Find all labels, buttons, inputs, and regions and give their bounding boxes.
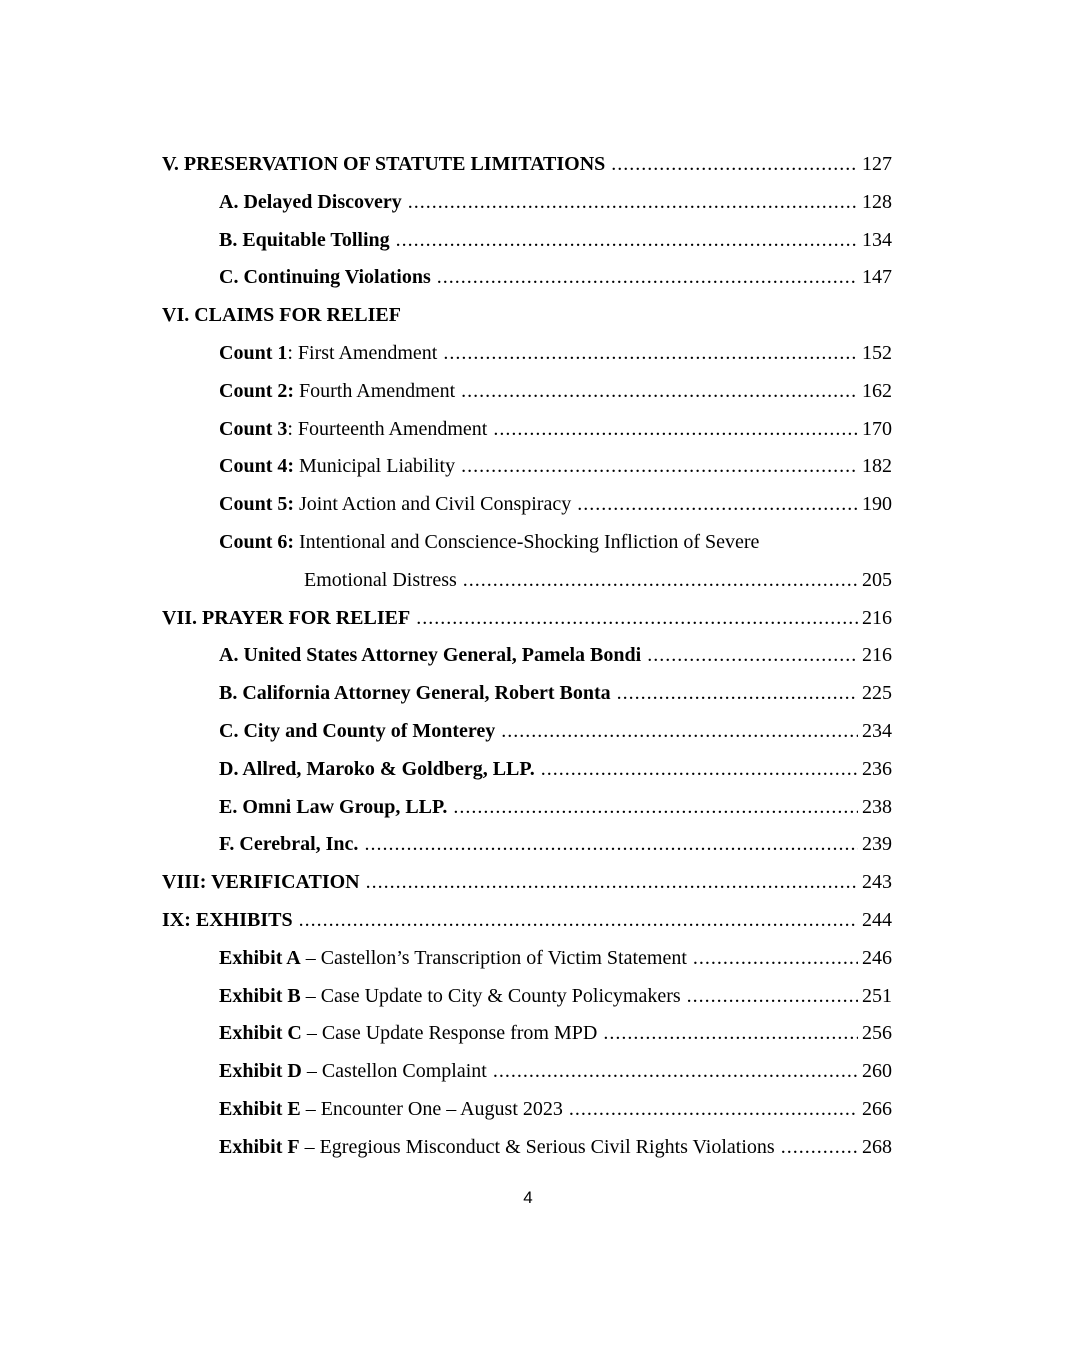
toc-entry-page: 128 — [862, 190, 892, 213]
toc-entry[interactable] — [162, 411, 892, 449]
toc-entry[interactable] — [162, 524, 892, 562]
toc-entry-text: – Egregious Misconduct & Serious Civil Rights Violations — [299, 1135, 775, 1158]
toc-entry-page: 266 — [862, 1097, 892, 1120]
toc-entry-page: 216 — [862, 644, 892, 667]
dot-leader — [366, 864, 858, 902]
toc-entry-page: 260 — [862, 1060, 892, 1083]
dot-leader — [461, 448, 858, 486]
toc-entry-page: 238 — [862, 795, 892, 818]
toc-entry-label: C. City and County of Monterey — [219, 719, 496, 742]
toc-entry-page: 205 — [862, 568, 892, 591]
toc-entry-label: Exhibit B — [219, 984, 301, 1007]
toc-entry-page: 256 — [862, 1022, 892, 1045]
dot-leader — [617, 675, 858, 713]
toc-entry-page: 162 — [862, 379, 892, 402]
dot-leader — [781, 1129, 858, 1167]
toc-entry-label: Exhibit E — [219, 1097, 301, 1120]
toc-entry-text: – Case Update Response from MPD — [301, 1022, 598, 1045]
dot-leader — [364, 826, 858, 864]
toc-entry[interactable] — [162, 448, 892, 486]
toc-entry-page: 127 — [862, 153, 892, 175]
toc-entry[interactable] — [162, 222, 892, 260]
toc-entry[interactable] — [162, 826, 892, 864]
toc-entry[interactable] — [162, 1015, 892, 1053]
toc-entry-text: Emotional Distress — [304, 568, 457, 591]
toc-entry-page: 243 — [862, 871, 892, 894]
toc-entry-page: 190 — [862, 493, 892, 516]
toc-entry-page: 234 — [862, 719, 892, 742]
dot-leader — [443, 335, 858, 373]
dot-leader — [501, 713, 858, 751]
toc-entry-label: VI. CLAIMS FOR RELIEF — [162, 304, 401, 327]
toc-entry[interactable] — [162, 562, 892, 600]
toc-entry[interactable] — [162, 259, 892, 297]
dot-leader — [453, 789, 858, 827]
toc-entry-text: : Fourteenth Amendment — [287, 417, 488, 440]
toc-entry[interactable] — [162, 751, 892, 789]
toc-entry[interactable] — [162, 486, 892, 524]
toc-entry[interactable] — [162, 146, 892, 184]
toc-entry-text: – Castellon’s Transcription of Victim Statement — [300, 946, 687, 969]
toc-entry-page: 246 — [862, 946, 892, 969]
toc-entry-label: E. Omni Law Group, LLP. — [219, 795, 448, 818]
dot-leader — [687, 978, 858, 1016]
page-number: 4 — [523, 1188, 533, 1207]
table-of-contents — [162, 146, 892, 1167]
dot-leader — [396, 222, 858, 260]
dot-leader — [603, 1015, 858, 1053]
toc-entry[interactable] — [162, 297, 892, 335]
toc-entry-label: Count 1 — [219, 341, 288, 364]
dot-leader — [461, 373, 858, 411]
toc-entry[interactable] — [162, 864, 892, 902]
toc-entry[interactable] — [162, 978, 892, 1016]
toc-entry-label: C. Continuing Violations — [219, 266, 431, 289]
toc-entry-page: 152 — [862, 341, 892, 364]
dot-leader — [299, 902, 858, 940]
toc-entry[interactable] — [162, 675, 892, 713]
toc-entry-label: A. Delayed Discovery — [219, 190, 402, 213]
toc-entry[interactable] — [162, 713, 892, 751]
toc-entry-label: VII. PRAYER FOR RELIEF — [162, 606, 411, 629]
toc-entry-page: 147 — [862, 266, 892, 289]
toc-entry-label: Count 6: — [219, 530, 295, 553]
dot-leader — [463, 562, 858, 600]
toc-entry-label: F. Cerebral, Inc. — [219, 833, 359, 856]
toc-entry-text: Intentional and Conscience-Shocking Infliction of Severe — [294, 530, 760, 553]
toc-entry-page: 268 — [862, 1135, 892, 1158]
toc-entry[interactable] — [162, 1053, 892, 1091]
dot-leader — [569, 1091, 858, 1129]
toc-entry-text: – Case Update to City & County Policymakers — [300, 984, 681, 1007]
toc-entry-label: Exhibit F — [219, 1135, 300, 1158]
dot-leader — [493, 411, 858, 449]
toc-entry-label: A. United States Attorney General, Pamela Bondi — [219, 644, 642, 667]
toc-entry-page: 236 — [862, 757, 892, 780]
dot-leader — [493, 1053, 858, 1091]
toc-entry[interactable] — [162, 940, 892, 978]
toc-entry-page: 244 — [862, 908, 892, 931]
dot-leader — [541, 751, 858, 789]
toc-entry[interactable] — [162, 789, 892, 827]
toc-entry-page: 251 — [862, 984, 892, 1007]
toc-entry[interactable] — [162, 1091, 892, 1129]
toc-entry-label: Exhibit D — [219, 1060, 302, 1083]
toc-entry[interactable] — [162, 637, 892, 675]
dot-leader — [611, 146, 858, 184]
toc-entry[interactable] — [162, 335, 892, 373]
toc-entry-text: – Encounter One – August 2023 — [300, 1097, 563, 1120]
toc-entry-text: Fourth Amendment — [294, 379, 456, 402]
toc-entry[interactable] — [162, 902, 892, 940]
dot-leader — [437, 259, 858, 297]
toc-entry-label: IX: EXHIBITS — [162, 908, 293, 931]
dot-leader — [408, 184, 858, 222]
toc-entry-page: 170 — [862, 417, 892, 440]
toc-entry-page: 182 — [862, 455, 892, 478]
toc-entry-label: Count 5: — [219, 493, 295, 516]
dot-leader — [647, 637, 858, 675]
toc-entry-label: Exhibit A — [219, 946, 301, 969]
toc-entry[interactable] — [162, 1129, 892, 1167]
toc-entry-label: Count 2: — [219, 379, 295, 402]
toc-entry-label: Exhibit C — [219, 1022, 302, 1045]
dot-leader — [577, 486, 858, 524]
toc-entry-text: Municipal Liability — [294, 455, 456, 478]
toc-entry-text: Joint Action and Civil Conspiracy — [294, 493, 572, 516]
toc-entry-page: 216 — [862, 606, 892, 629]
toc-entry[interactable] — [162, 184, 892, 222]
toc-entry[interactable] — [162, 600, 892, 638]
toc-entry-label: V. PRESERVATION OF STATUTE LIMITATIONS — [162, 153, 606, 175]
toc-entry-page: 239 — [862, 833, 892, 856]
toc-entry[interactable] — [162, 373, 892, 411]
dot-leader — [693, 940, 858, 978]
dot-leader — [416, 600, 858, 638]
toc-entry-text: – Castellon Complaint — [301, 1060, 487, 1083]
toc-entry-label: VIII: VERIFICATION — [162, 871, 360, 894]
toc-entry-page: 225 — [862, 682, 892, 705]
toc-entry-label: B. Equitable Tolling — [219, 228, 390, 251]
toc-entry-text: : First Amendment — [287, 341, 438, 364]
toc-entry-label: D. Allred, Maroko & Goldberg, LLP. — [219, 757, 535, 780]
toc-entry-page: 134 — [862, 228, 892, 251]
toc-entry-label: Count 3 — [219, 417, 288, 440]
toc-entry-label: B. California Attorney General, Robert Bonta — [219, 682, 611, 705]
toc-entry-label: Count 4: — [219, 455, 295, 478]
